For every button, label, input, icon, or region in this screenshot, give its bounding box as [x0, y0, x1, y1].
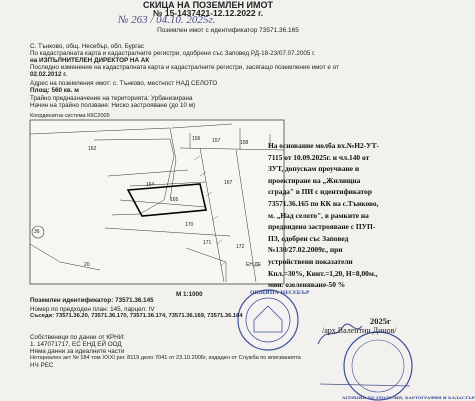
annotation-line: 7115 от 10.09.2025г. и чл.140 от — [268, 152, 370, 162]
annotation-line: проектиране на „Жилищна — [268, 175, 361, 185]
owners-heading: Собственици по данни от КРНИ: — [30, 334, 126, 341]
parcel-identifier-line: Поземлен идентификатор: 73571.36.145 — [30, 297, 154, 304]
municipality-stamp-text: ОБЩИНА НЕСЕБЪР — [250, 290, 310, 296]
purpose-line: Трайно предназначение на територията: Урбанизирана — [30, 95, 193, 102]
map-scale: М 1:1000 — [176, 291, 203, 298]
signatory-name: /арх.Валентин Динов/ — [322, 326, 397, 335]
annotation-line: м. „Над селото", в рамките на — [268, 210, 369, 220]
location-line: С. Тънково, общ. Несебър, обл. Бургас — [30, 43, 145, 50]
annotation-line: ПЗ, одобрен със Заповед — [268, 233, 349, 243]
last-change-line: Последно изменение на кадастралната карта и кадастралните регистри, засягащо поземления имот е от — [30, 64, 339, 71]
parcel-label-156: 156 — [192, 136, 201, 142]
notarial-act-line: Нотариален акт № 184 том XXXI рег. 8119 дело 7041 от 23.10.2006г, издаден от Служба по вписванията — [30, 355, 301, 361]
annotation-line: устройствени показатели — [268, 256, 353, 266]
annotation-line: На основание молба вх.№Н2-УТ- — [268, 141, 379, 150]
last-change-date: 02.02.2012 г. — [30, 71, 68, 78]
municipality-stamp — [238, 290, 298, 350]
parcel-label-171: 171 — [203, 240, 212, 246]
document-subtitle: Поземлен имот с идентификатор 73571.36.165 — [157, 27, 299, 34]
director-line: на ИЗПЪЛНИТЕЛЕН ДИРЕКТОР НА АК — [30, 57, 150, 64]
parcel-label-158: 158 — [240, 140, 249, 146]
annotation-line: №130/27.02.2009г., при — [268, 245, 343, 255]
parcel-label-165: 165 — [170, 197, 179, 203]
parcel-label-162: 162 — [88, 146, 97, 152]
parcel-label-end: ЕН ДЕ — [246, 262, 262, 268]
usage-line: Начин на трайно ползване: Ниско застрояване (до 10 м) — [30, 102, 196, 109]
handwritten-registration-number: № 263 / 04.10. 2025г. — [118, 14, 216, 26]
parcel-label-157: 157 — [212, 138, 221, 144]
document-number: № 15-1437421-12.12.2022 г. — [153, 8, 263, 18]
parcel-label-36: 36 — [34, 229, 40, 235]
annotation-line: 73571.36.165 по КК на с.Тънково, — [268, 198, 379, 208]
parcel-label-172: 172 — [236, 244, 245, 250]
previous-plan-line: Номер по предходен план: 145, парцел: IV — [30, 306, 155, 313]
approval-annotation — [268, 140, 414, 291]
parcel-label-164: 164 — [146, 182, 155, 188]
annotation-line: предвидено застрояване с ПУП- — [268, 222, 376, 232]
agency-stamp-text: АГЕНЦИЯ ПО ГЕОДЕЗИЯ, КАРТОГРАФИЯ И КАДАСТЪР — [342, 395, 475, 400]
ideal-parts-note: Няма данни за идеалните части — [30, 348, 125, 355]
cadastral-order-line: По кадастралната карта и кадастралните регистри, одобрени със Заповед РД-18-23/07.07.2005 г. — [30, 50, 316, 57]
parcel-label-20: 20 — [84, 262, 90, 268]
parcel-label-170: 170 — [185, 222, 194, 228]
document-title: СКИЦА НА ПОЗЕМЛЕН ИМОТ — [143, 0, 273, 10]
registry-service-line: НЧ РЕС — [30, 362, 54, 369]
parcel-label-167: 167 — [224, 180, 233, 186]
annotation-line: Кпл.=30%, Кинт.=1,20, H=8,00м., — [268, 268, 378, 278]
address-line: Адрес на поземления имот: с. Тънково, местност НАД СЕЛОТО — [30, 80, 218, 87]
annotation-date: 2025г — [370, 316, 391, 326]
annotation-line: мин. озеленяване-50 % — [268, 280, 346, 290]
neighbours-line: Съседи: 73571.36.20, 73571.36.170, 73571.36.174, 73571.36.169, 73571.36.164 — [30, 313, 243, 319]
agency-stamp — [344, 332, 412, 400]
coordinate-system-label: Координатна система ККС2005 — [30, 113, 110, 119]
owner-entry: 1. 147071717, ЕС ЕНД ЕЙ ООД — [30, 341, 122, 348]
annotation-line: сграда" в ПИ с идентификатор — [268, 187, 372, 197]
annotation-line: ЗУТ, допускам проучване и — [268, 164, 360, 174]
area-line: Площ: 560 кв. м — [30, 87, 79, 94]
